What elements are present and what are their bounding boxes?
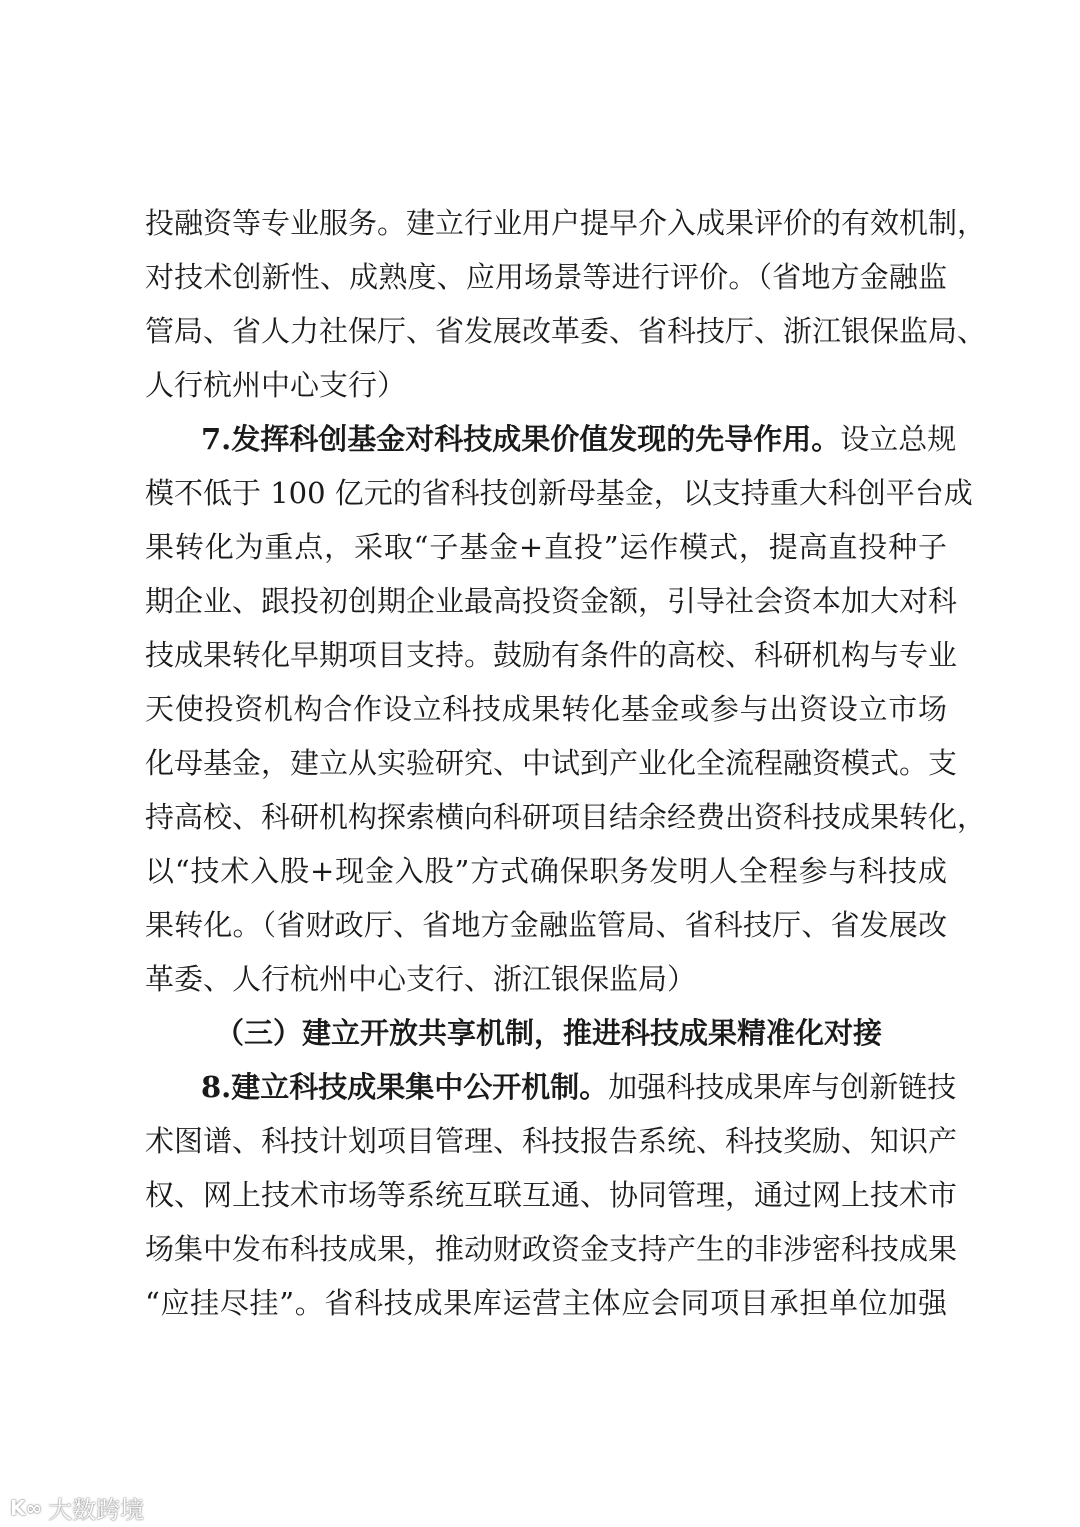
section-3-heading: （三）建立开放共享机制，推进科技成果精准化对接 (215, 1016, 883, 1050)
text-line: 以“技术入股+现金入股”方式确保职务发明人全程参与科技成 (145, 854, 947, 888)
text-line: 场集中发布科技成果，推动财政资金支持产生的非涉密科技成果 (145, 1232, 958, 1266)
text-line: 技成果转化早期项目支持。鼓励有条件的高校、科研机构与专业 (145, 638, 958, 672)
watermark (10, 1490, 144, 1525)
text-line: 权、网上技术市场等系统互联互通、协同管理，通过网上技术市 (145, 1178, 958, 1212)
section-8-heading-line: 8.建立科技成果集中公开机制。加强科技成果库与创新链技 (201, 1070, 957, 1104)
text-line: 天使投资机构合作设立科技成果转化基金或参与出资设立市场 (145, 692, 947, 726)
text-line: 革委、人行杭州中心支行、浙江银保监局） (145, 962, 697, 996)
text-line: 管局、省人力社保厅、省发展改革委、省科技厅、浙江银保监局、 (145, 314, 987, 348)
text-line: 果转化。（省财政厅、省地方金融监管局、省科技厅、省发展改 (145, 908, 947, 942)
text-line: “应挂尽挂”。省科技成果库运营主体应会同项目承担单位加强 (145, 1286, 947, 1320)
text-line: 化母基金，建立从实验研究、中试到产业化全流程融资模式。支 (145, 746, 958, 780)
text-line: 对技术创新性、成熟度、应用场景等进行评价。（省地方金融监 (145, 260, 947, 294)
text-line: 果转化为重点，采取“子基金+直投”运作模式，提高直投种子 (145, 530, 947, 564)
text-line: 人行杭州中心支行） (145, 368, 407, 402)
section-7-heading-line: 7.发挥科创基金对科技成果价值发现的先导作用。设立总规 (201, 422, 957, 456)
text-line: 模不低于 100 亿元的省科技创新母基金，以支持重大科创平台成 (145, 476, 973, 510)
text-line: 术图谱、科技计划项目管理、科技报告系统、科技奖励、知识产 (145, 1124, 958, 1158)
watermark-text: 大数跨境 (48, 1496, 145, 1524)
text-line: 持高校、科研机构探索横向科研项目结余经费出资科技成果转化， (145, 800, 987, 834)
text-line: 投融资等专业服务。建立行业用户提早介入成果评价的有效机制， (145, 206, 987, 240)
document-body (145, 196, 987, 1330)
watermark-logo-icon: K∞ (10, 1495, 43, 1520)
text-line: 期企业、跟投初创期企业最高投资金额，引导社会资本加大对科 (145, 584, 958, 618)
